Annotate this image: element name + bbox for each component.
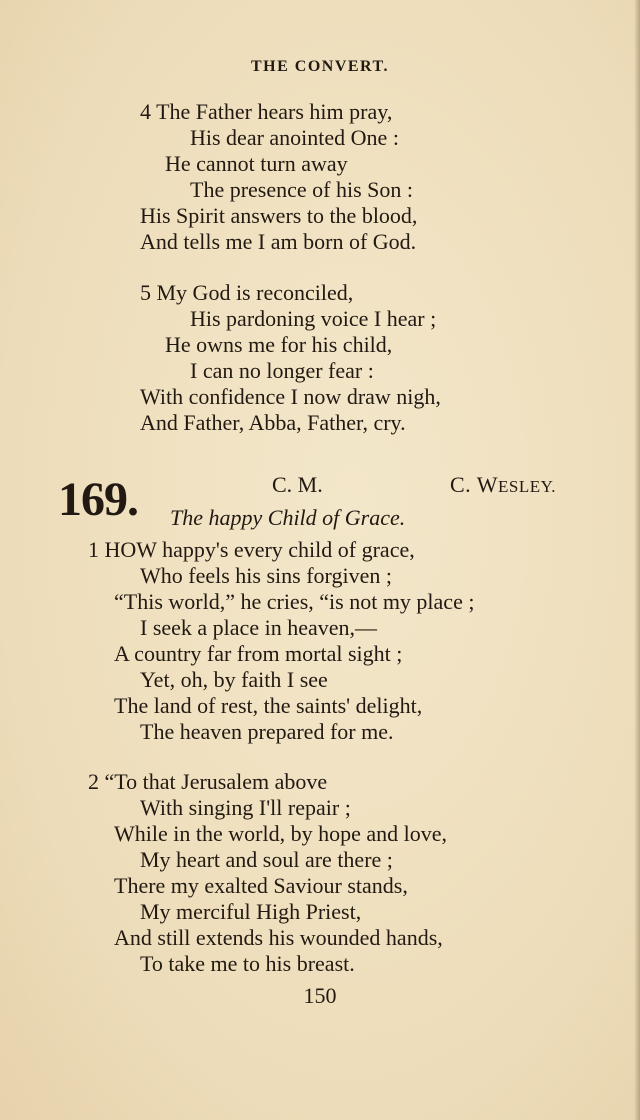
hymn-number: 169. (58, 473, 138, 526)
stanza-2-line-5: There my exalted Saviour stands, (114, 873, 408, 898)
stanza-2-line-8: To take me to his breast. (140, 951, 355, 976)
stanza-5-line-6: And Father, Abba, Father, cry. (140, 410, 406, 435)
stanza-2-line-3: While in the world, by hope and love, (114, 821, 447, 846)
hymn-meter: C. M. (272, 472, 323, 497)
hymn-author (450, 472, 556, 498)
stanza-5-line-2: His pardoning voice I hear ; (190, 306, 437, 331)
stanza-1-line-7: The land of rest, the saints' delight, (114, 693, 423, 718)
stanza-4-line-1: 4 The Father hears him pray, (140, 99, 393, 124)
stanza-1-line-6: Yet, oh, by faith I see (140, 667, 328, 692)
stanza-4-line-6: And tells me I am born of God. (140, 229, 417, 254)
stanza-1-line-2: Who feels his sins forgiven ; (140, 563, 392, 588)
stanza-1-line-1: 1 HOW happy's every child of grace, (88, 537, 415, 562)
stanza-4-line-5: His Spirit answers to the blood, (140, 203, 418, 228)
stanza-4-line-3: He cannot turn away (165, 151, 348, 176)
stanza-1-line-5: A country far from mortal sight ; (114, 641, 403, 666)
author-rest: ESLEY. (498, 477, 556, 496)
stanza-4-line-4: The presence of his Son : (190, 177, 413, 202)
stanza-1-line-4: I seek a place in heaven,— (140, 615, 377, 640)
author-initial: C. W (450, 472, 499, 497)
stanza-2-line-4: My heart and soul are there ; (140, 847, 393, 872)
hymn-title: The happy Child of Grace. (170, 505, 406, 530)
stanza-1-line-3: “This world,” he cries, “is not my place ; (114, 589, 475, 614)
stanza-2-line-6: My merciful High Priest, (140, 899, 362, 924)
stanza-2-line-7: And still extends his wounded hands, (114, 925, 443, 950)
running-head: THE CONVERT. (250, 58, 390, 75)
stanza-4-line-2: His dear anointed One : (190, 125, 399, 150)
stanza-5-line-4: I can no longer fear : (190, 358, 374, 383)
stanza-5-line-1: 5 My God is reconciled, (140, 280, 354, 305)
page-edge-shadow (634, 0, 640, 1120)
stanza-5-line-5: With confidence I now draw nigh, (140, 384, 441, 409)
page-number: 150 (303, 983, 337, 1008)
stanza-2-line-1: 2 “To that Jerusalem above (88, 769, 328, 794)
stanza-2-line-2: With singing I'll repair ; (140, 795, 351, 820)
stanza-5-line-3: He owns me for his child, (165, 332, 393, 357)
stanza-1-line-8: The heaven prepared for me. (140, 719, 394, 744)
